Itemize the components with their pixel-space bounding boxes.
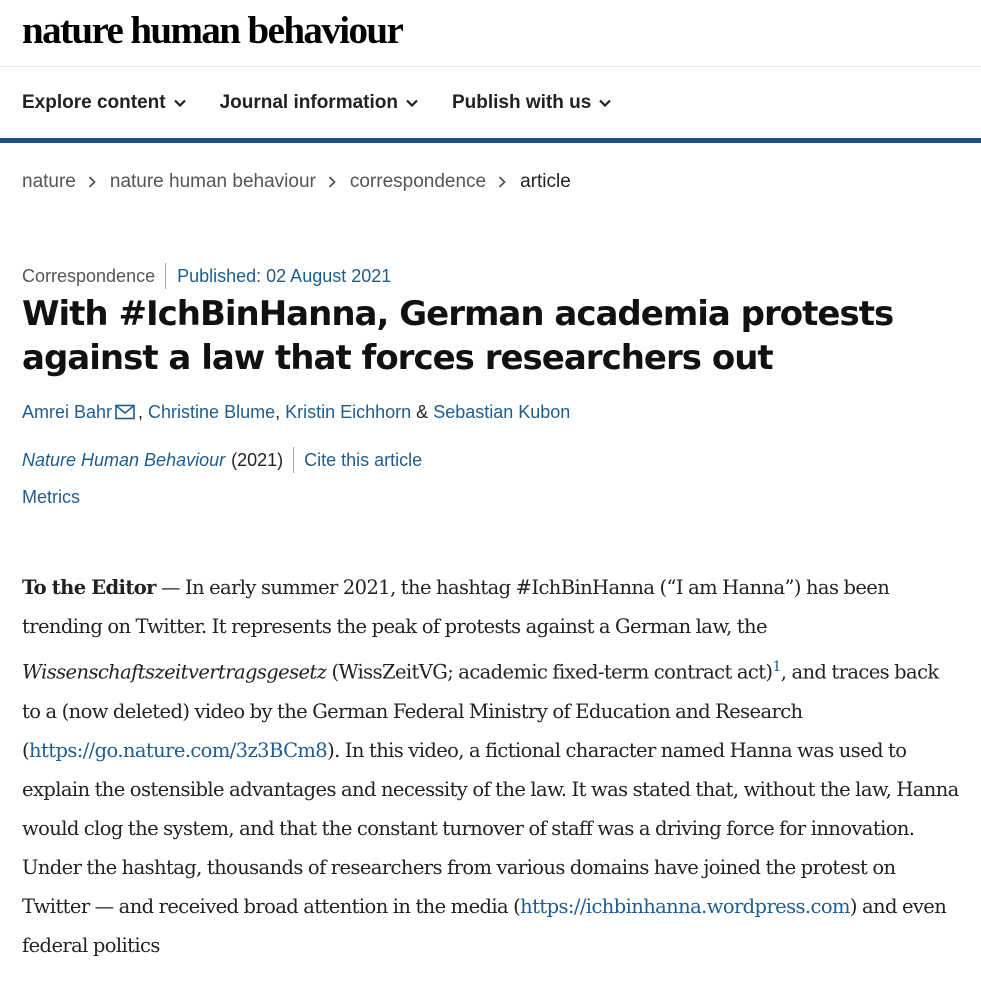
chevron-down-icon bbox=[174, 99, 186, 107]
nav-explore-content[interactable] bbox=[22, 92, 186, 114]
body-text-segment: (WissZeitVG; academic fixed-term contract act) bbox=[326, 660, 773, 684]
reference-link[interactable]: 1 bbox=[772, 659, 781, 675]
breadcrumb-journal[interactable]: nature human behaviour bbox=[109, 171, 316, 192]
body-text-segment: ). In this video, a fictional character named Hanna was used to explain the ostensible advantages and necessity of the law. It was stated that, without the law, Hanna would clog the system, and that the constant turnover of staff was a driving force for innovation. Under the hashtag, thousands of researchers from various domains have joined the protest on Twitter — and received broad attention in the media ( bbox=[22, 738, 959, 918]
nav-label: Explore content bbox=[22, 91, 166, 113]
author-link[interactable]: Christine Blume bbox=[148, 402, 276, 422]
author-link[interactable]: Kristin Eichhorn bbox=[285, 402, 412, 422]
nav-label: Journal information bbox=[219, 91, 398, 113]
article-type: Correspondence bbox=[22, 263, 166, 289]
body-text-segment: , and traces back to a (now deleted) video by the German Federal Ministry of Education and Research ( bbox=[22, 660, 939, 762]
publication-year: (2021) bbox=[231, 447, 294, 473]
citation-row bbox=[0, 425, 981, 473]
body-text-segment: — In early summer 2021, the hashtag #IchBinHanna (“I am Hanna”) has been trending on Twitter. It represents the peak of protests against a German law, the bbox=[22, 576, 890, 638]
chevron-right-icon bbox=[88, 176, 96, 188]
author-separator: , bbox=[275, 402, 286, 422]
main-nav bbox=[0, 67, 981, 143]
journal-logo[interactable]: nature human behaviour bbox=[22, 9, 403, 52]
law-name: Wissenschaftszeitvertragsgesetz bbox=[22, 660, 327, 684]
author-link[interactable]: Amrei Bahr bbox=[22, 402, 113, 422]
author-list bbox=[0, 380, 981, 425]
site-header bbox=[0, 0, 981, 67]
nav-publish-with-us[interactable] bbox=[452, 92, 611, 114]
body-paragraph bbox=[22, 568, 959, 965]
chevron-right-icon bbox=[498, 176, 506, 188]
author-link[interactable]: Sebastian Kubon bbox=[433, 402, 571, 422]
chevron-down-icon bbox=[406, 99, 418, 107]
chevron-down-icon bbox=[599, 99, 611, 107]
published-date: Published: 02 August 2021 bbox=[177, 265, 392, 286]
article-meta bbox=[0, 193, 981, 289]
article-title: With #IchBinHanna, German academia protests against a law that forces researchers out bbox=[22, 294, 894, 378]
external-link[interactable]: https://ichbinhanna.wordpress.com bbox=[520, 894, 850, 918]
breadcrumb bbox=[0, 143, 981, 193]
breadcrumb-article: article bbox=[520, 171, 571, 192]
author-separator: & bbox=[411, 402, 434, 422]
cite-article-link[interactable]: Cite this article bbox=[304, 449, 423, 470]
nav-journal-information[interactable] bbox=[220, 92, 418, 114]
author-separator: , bbox=[138, 402, 149, 422]
breadcrumb-correspondence[interactable]: correspondence bbox=[349, 171, 487, 192]
external-link[interactable]: https://go.nature.com/3z3BCm8 bbox=[29, 738, 328, 762]
chevron-right-icon bbox=[328, 176, 336, 188]
body-text-segment: ) and even federal politics bbox=[22, 894, 947, 957]
reference-marker bbox=[772, 656, 780, 675]
lead-in: To the Editor bbox=[22, 576, 156, 599]
article-body bbox=[0, 508, 981, 965]
mail-icon[interactable] bbox=[115, 404, 135, 425]
journal-name[interactable]: Nature Human Behaviour bbox=[22, 449, 226, 470]
metrics-link[interactable]: Metrics bbox=[22, 487, 80, 507]
nav-label: Publish with us bbox=[451, 91, 592, 113]
breadcrumb-nature[interactable]: nature bbox=[22, 171, 76, 192]
